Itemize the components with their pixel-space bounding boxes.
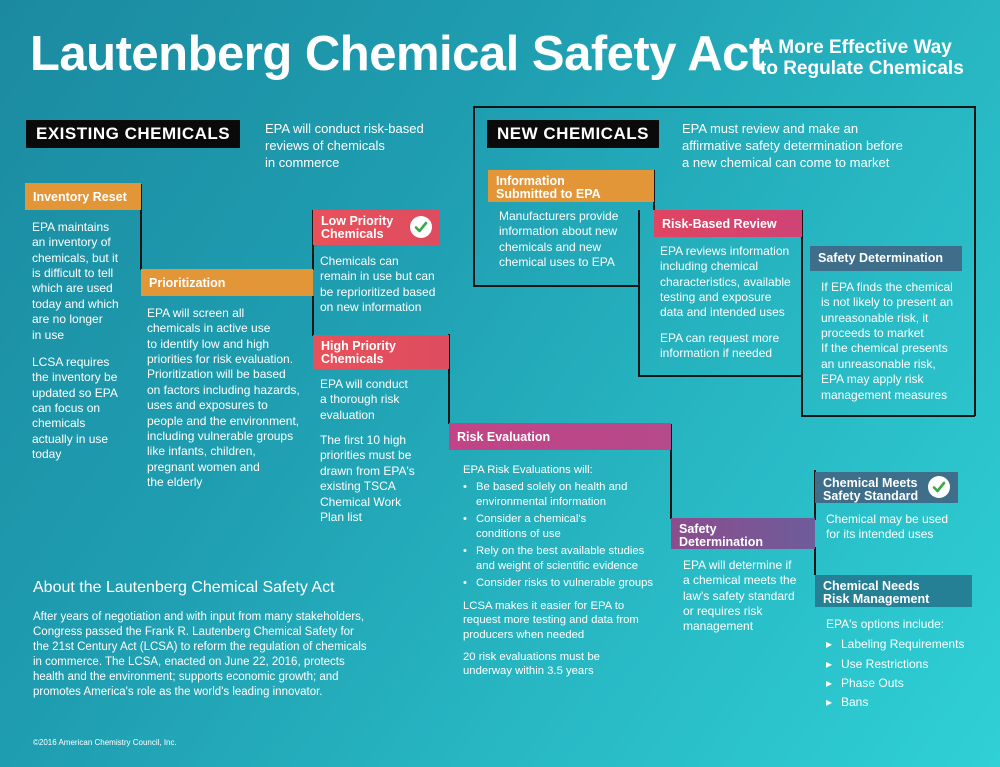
body-line: which are used <box>32 281 113 296</box>
body-line: promotes America's role as the world's leading innovator. <box>33 685 323 698</box>
subtitle-line: A More Effective Way <box>760 37 952 58</box>
body-line: information about new <box>499 224 618 239</box>
low-priority-body <box>320 254 448 315</box>
body-line: priorities for risk evaluation. <box>147 352 294 367</box>
body-line: or requires risk <box>683 604 763 619</box>
information-submitted-header <box>488 170 654 202</box>
body-line: EPA will screen all <box>147 306 245 320</box>
body-line: chemicals in active use <box>147 321 271 336</box>
information-submitted-body <box>499 209 639 270</box>
existing-chemicals-label: EXISTING CHEMICALS <box>26 120 240 148</box>
body-line: the 21st Century Act (LCSA) to reform the regulation of chemicals <box>33 640 367 653</box>
new-chemicals-label: NEW CHEMICALS <box>487 120 659 148</box>
frame-line <box>473 106 975 108</box>
body-line: an unreasonable risk, <box>821 356 936 371</box>
body-line: chemical uses to EPA <box>499 255 615 270</box>
step-title: Safety <box>679 522 717 536</box>
body-line: today <box>32 447 62 462</box>
step-title: Risk Management <box>823 592 930 607</box>
list-item <box>826 695 976 710</box>
step-title: Information <box>496 174 565 188</box>
body-line: the elderly <box>147 474 203 489</box>
body-line: conditions of use <box>476 527 561 540</box>
body-line: EPA can request more <box>660 330 780 345</box>
body-line: is difficult to tell <box>32 266 114 281</box>
body-line: Congress passed the Frank R. Lautenberg Chemical Safety for <box>33 625 354 638</box>
step-title: High Priority <box>321 339 397 353</box>
desc-line: in commerce <box>265 154 340 170</box>
step-title: Chemical Needs <box>823 579 920 593</box>
new-safety-determination-body <box>821 280 971 403</box>
body-line: • Rely on the best available studies <box>476 545 645 558</box>
body-line: including vulnerable groups <box>147 428 294 443</box>
list-item <box>463 544 663 573</box>
body-line: EPA Risk Evaluations will: <box>463 464 593 476</box>
step-title: Chemical Meets <box>823 476 918 490</box>
body-line: Chemical may be used <box>826 512 949 526</box>
risk-evaluation-body <box>463 463 663 679</box>
low-priority-header <box>313 210 440 245</box>
existing-chemicals-description <box>265 121 424 172</box>
list-item <box>826 676 976 691</box>
body-line: be reprioritized based <box>320 284 436 299</box>
risk-based-review-header <box>654 210 802 237</box>
page-title: Lautenberg Chemical Safety Act <box>30 27 765 81</box>
risk-management-options <box>826 637 976 710</box>
body-line: If the chemical presents <box>821 341 948 356</box>
step-title: Safety Determination <box>818 251 944 265</box>
list-item <box>826 637 976 652</box>
about-title: About the Lautenberg Chemical Safety Act <box>33 579 335 596</box>
frame-line <box>473 285 639 287</box>
body-line: existing TSCA <box>320 479 396 494</box>
body-line: actually in use <box>32 431 109 446</box>
step-title: Prioritization <box>149 276 226 290</box>
body-line: characteristics, available <box>660 274 791 289</box>
frame-line <box>473 106 475 286</box>
step-title: Submitted to EPA <box>496 187 601 202</box>
about-body <box>33 610 433 700</box>
body-line: people and the environment, <box>147 413 300 428</box>
step-title: Risk Evaluation <box>457 430 551 444</box>
body-line: are no longer <box>32 312 103 327</box>
body-line: chemicals, but it <box>32 250 119 265</box>
body-line: on new information <box>320 300 422 315</box>
prioritization-body <box>147 306 312 490</box>
page-subtitle <box>760 38 964 80</box>
body-line: EPA will conduct <box>320 377 408 391</box>
body-line: law's safety standard <box>683 588 795 603</box>
body-line: environmental information <box>476 495 606 508</box>
body-line: data and intended uses <box>660 305 785 320</box>
body-line: for its intended uses <box>826 527 934 542</box>
body-line: today and which <box>32 296 119 311</box>
list-item <box>463 512 663 541</box>
risk-evaluation-bullets <box>463 480 663 590</box>
body-line: remain in use but can <box>320 269 435 284</box>
body-line: priorities must be <box>320 448 412 463</box>
safety-determination-header <box>671 518 815 549</box>
desc-line: affirmative safety determination before <box>682 137 903 153</box>
meets-safety-standard-body <box>826 512 966 543</box>
step-title: Determination <box>679 535 764 550</box>
body-line: health and the environment; supports economic growth; and <box>33 670 339 683</box>
body-line: After years of negotiation and with input from many stakeholders, <box>33 611 365 623</box>
body-line: chemicals <box>32 416 86 431</box>
body-line: updated so EPA <box>32 385 118 400</box>
subtitle-line: to Regulate Chemicals <box>760 57 964 79</box>
step-title: Inventory Reset <box>33 190 127 204</box>
check-circle-icon <box>928 476 950 498</box>
risk-based-review-body <box>660 244 800 362</box>
high-priority-body <box>320 377 440 525</box>
body-line: underway within 3.5 years <box>463 665 594 678</box>
body-line: in use <box>32 327 65 342</box>
body-line: management measures <box>821 387 948 402</box>
frame-line <box>801 245 803 416</box>
step-title: Chemicals <box>321 352 384 367</box>
body-line: EPA's options include: <box>826 617 945 631</box>
connector-line <box>312 296 314 336</box>
body-line: testing and exposure <box>660 290 772 305</box>
body-line: LCSA requires <box>32 354 110 369</box>
frame-line <box>801 415 975 417</box>
body-line: EPA maintains <box>32 220 110 234</box>
body-line: like infants, children, <box>147 444 256 459</box>
new-safety-determination-header <box>810 246 962 271</box>
body-line: an inventory of <box>32 235 111 250</box>
body-line: evaluation <box>320 407 375 422</box>
desc-line: EPA must review and make an <box>682 121 859 136</box>
body-line: Manufacturers provide <box>499 209 619 223</box>
connector-line <box>814 547 816 575</box>
needs-risk-management-header <box>815 575 972 607</box>
body-line: request more testing and data from <box>463 614 639 627</box>
option-label: Phase Outs <box>841 676 904 691</box>
option-label: Labeling Requirements <box>841 637 965 652</box>
body-line: drawn from EPA's <box>320 463 415 478</box>
step-title: Chemicals <box>321 227 384 242</box>
desc-line: EPA will conduct risk-based <box>265 121 424 136</box>
inventory-reset-body <box>32 220 137 462</box>
body-line: can focus on <box>32 400 101 415</box>
step-title: Low Priority <box>321 214 394 228</box>
body-line: uses and exposures to <box>147 398 268 413</box>
body-line: proceeds to market <box>821 326 924 341</box>
body-line: a thorough risk <box>320 392 400 407</box>
body-line: • Consider a chemical's <box>476 513 587 526</box>
list-item <box>826 657 976 672</box>
body-line: Chemicals can <box>320 254 399 268</box>
body-line: management <box>683 619 754 634</box>
body-line: EPA may apply risk <box>821 372 924 387</box>
needs-risk-management-body <box>826 617 976 715</box>
high-priority-header <box>313 335 449 369</box>
body-line: EPA reviews information <box>660 244 790 258</box>
check-circle-icon <box>410 216 432 238</box>
body-line: 20 risk evaluations must be <box>463 650 600 663</box>
new-chemicals-description <box>682 121 903 172</box>
body-line: Chemical Work <box>320 494 402 509</box>
body-line: If EPA finds the chemical <box>821 280 953 294</box>
body-line: and weight of scientific evidence <box>476 559 639 572</box>
body-line: unreasonable risk, it <box>821 310 929 325</box>
body-line: in commerce. The LCSA, enacted on June 22, 2016, protects <box>33 655 345 668</box>
step-title: Safety Standard <box>823 489 919 504</box>
list-item <box>463 576 663 590</box>
body-line: pregnant women and <box>147 459 260 474</box>
inventory-reset-header <box>25 183 141 210</box>
copyright: ©2016 American Chemistry Council, Inc. <box>33 738 177 747</box>
prioritization-header <box>141 269 313 296</box>
body-line: on factors including hazards, <box>147 382 300 397</box>
body-line: information if needed <box>660 346 773 361</box>
body-line: producers when needed <box>463 628 585 641</box>
body-line: a chemical meets the <box>683 573 797 588</box>
body-line: Plan list <box>320 509 363 524</box>
risk-evaluation-header <box>449 423 671 450</box>
body-line: The first 10 high <box>320 433 407 448</box>
body-line: EPA will determine if <box>683 558 792 572</box>
body-line: is not likely to present an <box>821 295 954 310</box>
body-line: to identify low and high <box>147 336 270 351</box>
frame-line <box>638 375 802 377</box>
list-item <box>463 480 663 509</box>
option-label: Bans <box>841 695 869 710</box>
body-line: the inventory be <box>32 370 118 385</box>
body-line: chemicals and new <box>499 239 602 254</box>
meets-safety-standard-header <box>815 472 958 503</box>
body-line: Prioritization will be based <box>147 367 286 382</box>
option-label: Use Restrictions <box>841 656 929 671</box>
desc-line: reviews of chemicals <box>265 137 385 153</box>
body-line: LCSA makes it easier for EPA to <box>463 599 625 612</box>
body-line: including chemical <box>660 259 759 274</box>
body-line: • Consider risks to vulnerable groups <box>476 577 654 590</box>
frame-line <box>974 106 976 416</box>
desc-line: a new chemical can come to market <box>682 154 890 170</box>
body-line: • Be based solely on health and <box>476 481 628 494</box>
safety-determination-body <box>683 558 811 635</box>
step-title: Risk-Based Review <box>662 217 777 231</box>
